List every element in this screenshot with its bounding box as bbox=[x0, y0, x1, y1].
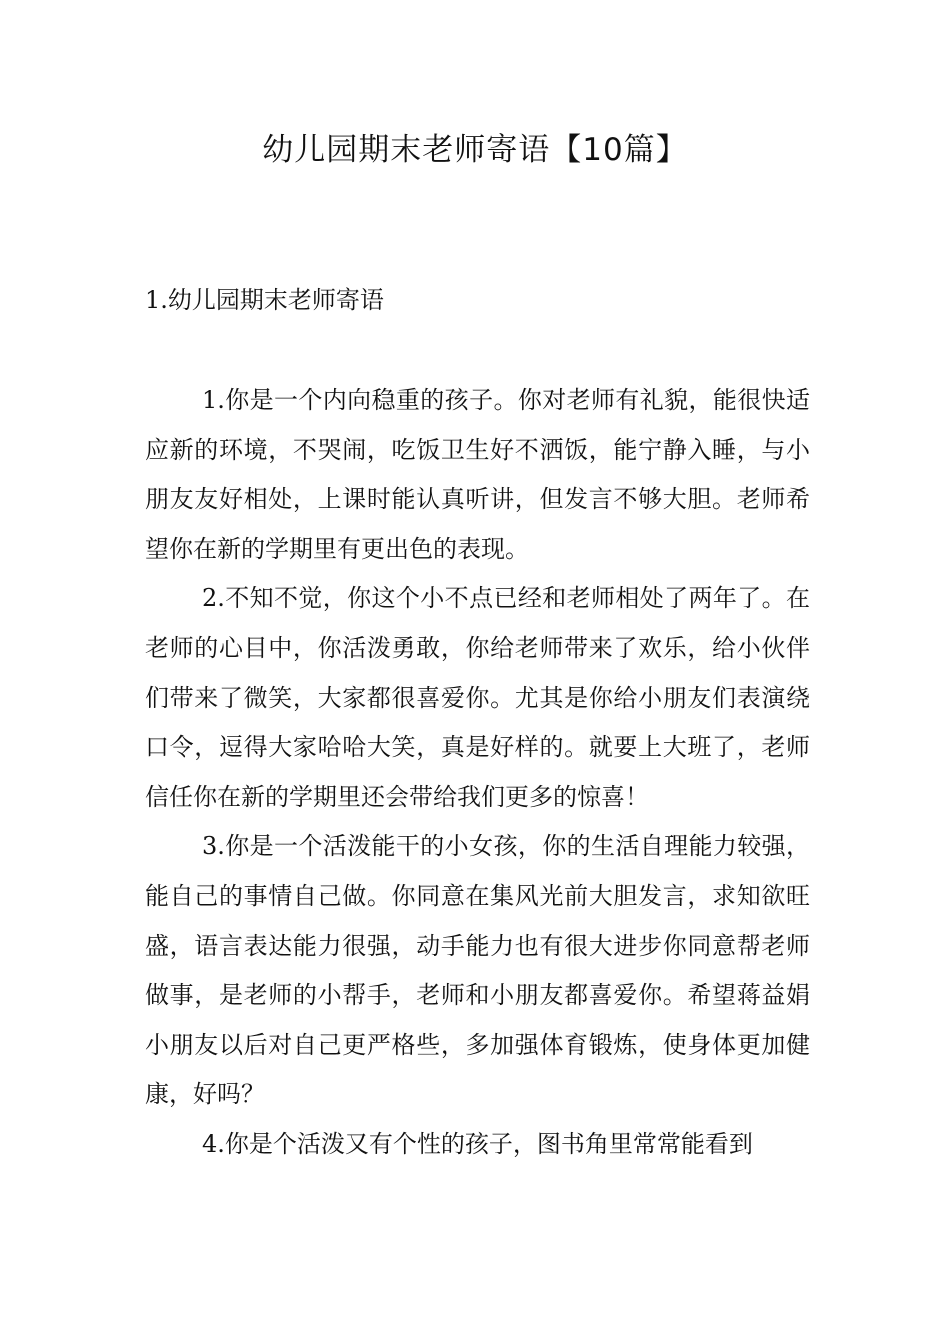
paragraph-4: 4.你是个活泼又有个性的孩子，图书角里常常能看到 bbox=[202, 1129, 753, 1158]
paragraph-3: 3.你是一个活泼能干的小女孩，你的生活自理能力较强，能自己的事情自己做。你同意在集风光前大胆发言，求知欲旺盛，语言表达能力很强，动手能力也有很大进步你同意帮老师做事，是老师的小帮手，老师和小朋友都喜爱你。希望蒋益娟小朋友以后对自己更严格些，多加强体育锻炼，使身体更加健康，好吗？ bbox=[145, 832, 810, 1109]
section-heading: 1.幼儿园期末老师寄语 bbox=[145, 286, 384, 314]
document-title: 幼儿园期末老师寄语【10篇】 bbox=[262, 132, 688, 168]
paragraph-1: 1.你是一个内向稳重的孩子。你对老师有礼貌，能很快适应新的环境，不哭闹，吃饭卫生好不洒饭，能宁静入睡，与小朋友友好相处，上课时能认真听讲，但发言不够大胆。老师希望你在新的学期里有更出色的表现。 bbox=[145, 386, 810, 563]
paragraph-2: 2.不知不觉，你这个小不点已经和老师相处了两年了。在老师的心目中，你活泼勇敢，你给老师带来了欢乐，给小伙伴们带来了微笑，大家都很喜爱你。尤其是你给小朋友们表演绕口令，逗得大家哈哈大笑，真是好样的。就要上大班了，老师信任你在新的学期里还会带给我们更多的惊喜！ bbox=[145, 584, 810, 811]
document-body bbox=[145, 376, 810, 1170]
